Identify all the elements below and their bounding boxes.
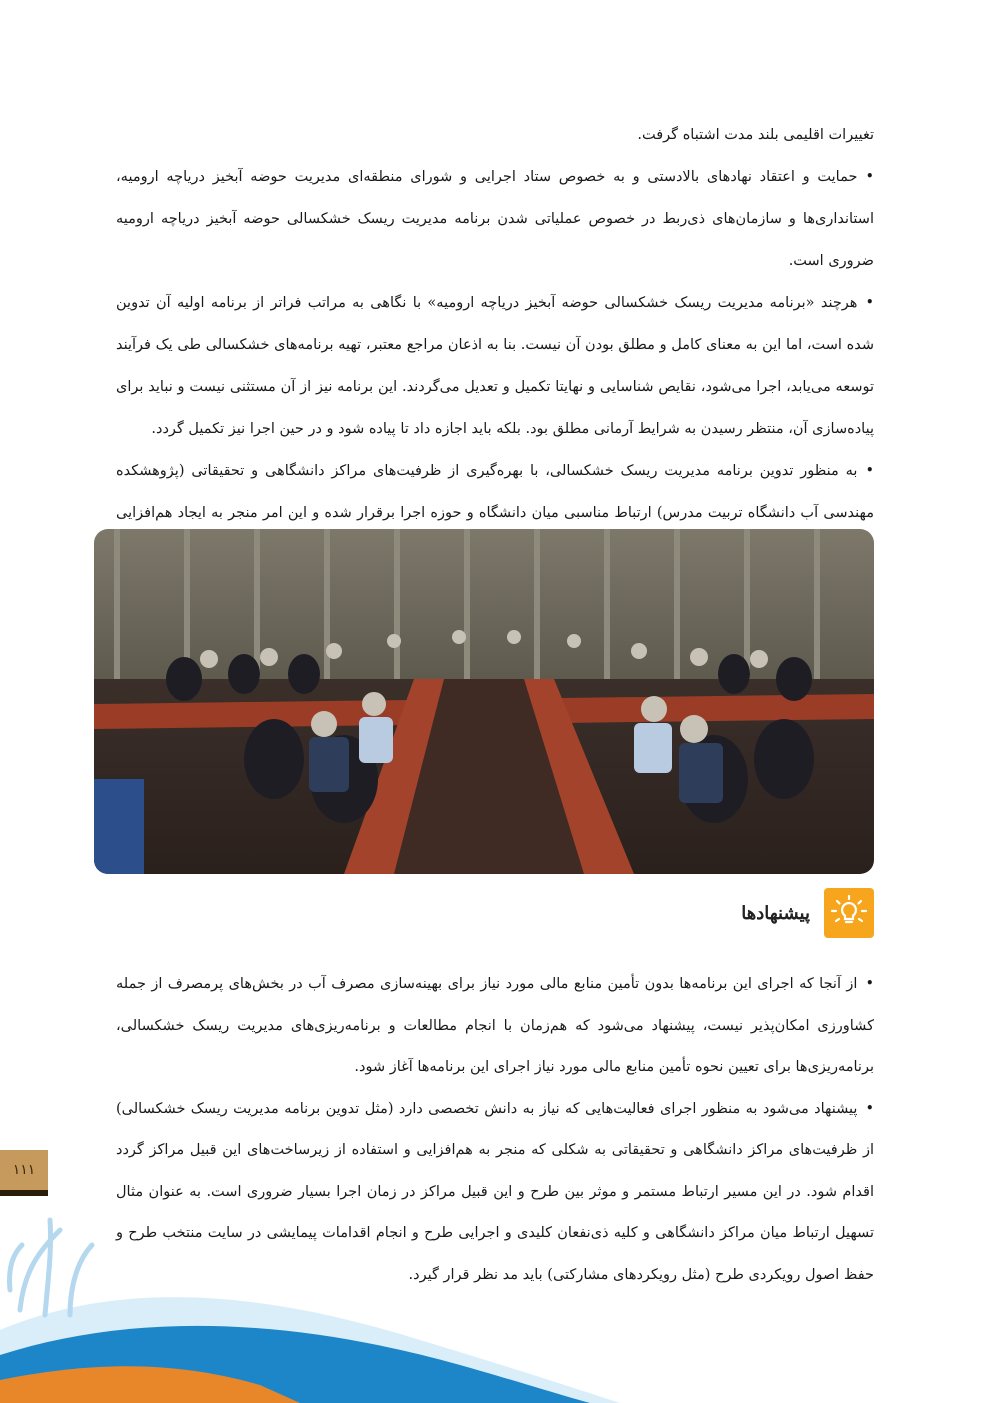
bullet-paragraph: • هرچند «برنامه مدیریت ریسک خشکسالی حوضه آبخیز دریاچه ارومیه» با نگاهی به مراتب فراتر از برنامه اولیه آن تدوین شده است، اما این به معنای کامل و مطلق بودن آن نیست. بنا به اذعان مراجع معتبر، تهیه برنامه‌های خشکسالی طی یک فرآیند توسعه می‌یابد، اجرا می‌شود، نقایص شناسایی و نهایتا تکمیل و تعدیل می‌گردند. این برنامه نیز از آن مستثنی نیست و نباید برای پیاده‌سازی آن، منتظر رسیدن به شرایط آرمانی مطلق بود. بلکه باید اجازه داد تا پیاده شود و در حین اجرا نیز تکمیل گردد. [116,282,874,450]
lightbulb-icon [824,888,874,938]
page-number: ۱۱۱ [0,1150,48,1190]
meeting-photo [94,529,874,874]
paragraph: تغییرات اقلیمی بلند مدت اشتباه گرفت. [637,127,874,143]
section-heading [741,888,874,938]
bullet-paragraph: • به منظور تدوین برنامه مدیریت ریسک خشکسالی، با بهره‌گیری از ظرفیت‌های مراکز دانشگاهی و تحقیقاتی (پژوهشکده مهندسی آب دانشگاه تربیت مدرس) ارتباط مناسبی میان دانشگاه و حوزه اجرا برقرار شده و این امر منجر به ایجاد هم‌افزایی [116,450,874,576]
bullet-paragraph: • پیشنهاد می‌شود به منظور اجرای فعالیت‌هایی که نیاز به دانش تخصصی دارد (مثل تدوین برنامه مدیریت ریسک خشکسالی) از ظرفیت‌های مراکز دانشگاهی و تحقیقاتی به شکلی که منجر به هم‌افزایی و استفاده از زیرساخت‌های این قبیل مراکز گردد اقدام شود. در این مسیر ارتباط مستمر و موثر بین طرح و این قبیل مراکز در زمان اجرا بسیار ضروری است. به عنوان مثال تسهیل ارتباط میان مراکز دانشگاهی و کلیه ذی‌نفعان کلیدی و اجرایی طرح و انجام اقدامات پیمایشی در سایت منتخب طرح و حفظ اصول رویکردی طرح (مثل رویکردهای مشارکتی) باید مد نظر قرار گیرد. [116,1089,874,1297]
body-text-top [116,114,874,576]
bullet-paragraph: • حمایت و اعتقاد نهادهای بالادستی و به خصوص ستاد اجرایی و شورای منطقه‌ای مدیریت حوضه آبخیز دریاچه ارومیه، استانداری‌ها و سازمان‌های ذی‌ربط در خصوص عملیاتی شدن برنامه مدیریت ریسک خشکسالی حوضه آبخیز دریاچه ارومیه ضروری است. [116,156,874,282]
section-title: پیشنهادها [741,902,810,924]
bullet-paragraph: • از آنجا که اجرای این برنامه‌ها بدون تأمین منابع مالی مورد نیاز برای بهینه‌سازی مصرف آب در بخش‌های پرمصرف از جمله کشاورزی امکان‌پذیر نیست، پیشنهاد می‌شود که هم‌زمان با انجام مطالعات و برنامه‌ریزی‌های مدیریت ریسک خشکسالی، برنامه‌ریزی‌ها برای تعیین نحوه تأمین منابع مالی مورد نیاز اجرای این برنامه‌ها آغاز شود. [116,964,874,1089]
wave-decoration [0,1190,992,1403]
